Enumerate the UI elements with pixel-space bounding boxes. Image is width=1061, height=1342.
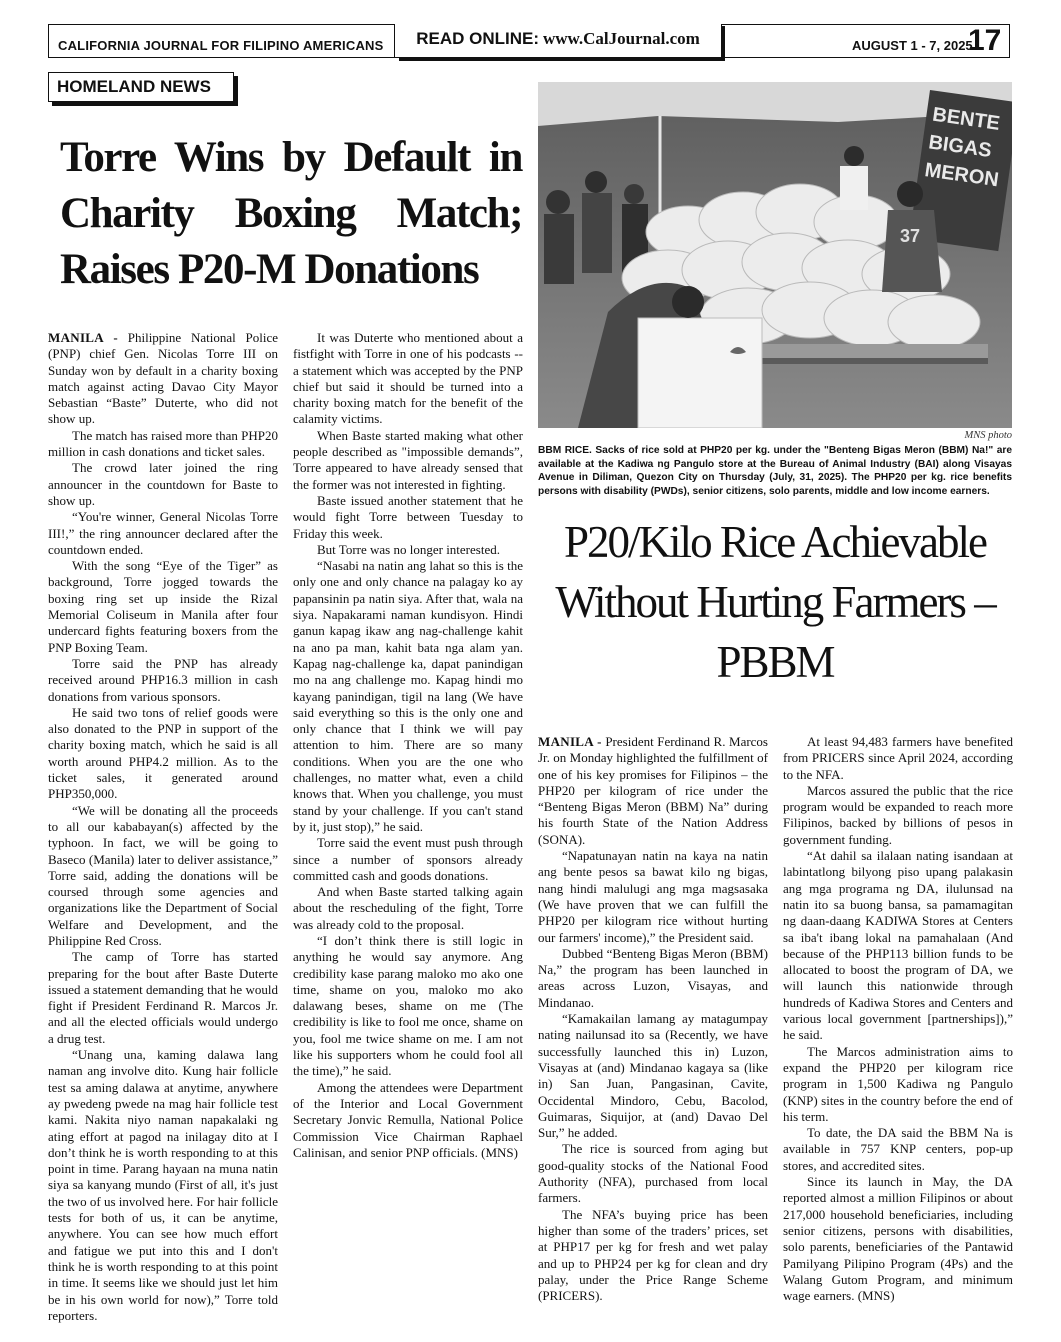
banner-line-1: BENTE: [931, 103, 1002, 135]
article1-column-2: [293, 330, 523, 1326]
article1-headline: Torre Wins by Default in Charity Boxing Match; Raises P20-M Donations: [60, 134, 522, 293]
article1-paragraph: “Unang una, kaming dalawa lang naman ang involve dito. Kung hair follicle test sa aming dalawa at anytime, anywhere ay pwedeng pwede na mag hair follicle test kami. Nakita niyo naman napakalaki ng ating effort at pagod na inilagay dito at I don’t think he is worth responding to at this point in time. Parang hayaan na muna natin siya sa kanyang mundo (First of all, it's just the two of us involved here. For hair follicle tests for both of us, it can be anytime, anywhere. You can see how much effort and fatigue we put into this and I don't think he is worth responding to at this point in time. It seems like we should just let him be in his own world for now),” Torre told reporters.: [48, 1047, 278, 1323]
article1-paragraph: But Torre was no longer interested.: [317, 541, 500, 557]
read-online-label: READ ONLINE:: [416, 29, 539, 48]
photo-credit: MNS photo: [964, 430, 1012, 441]
article1-paragraph: And when Baste started talking again about the rescheduling of the fight, Torre was already cold to the proposal.: [293, 884, 523, 932]
article1-paragraph: Among the attendees were Department of the Interior and Local Government Secretary Jonvic Remulla, National Police Commission Vice Chairman Raphael Calinisan, and senior PNP officials. (MNS): [293, 1079, 523, 1160]
article1-paragraph: “You're winner, General Nicolas Torre III!,” the ring announcer declared after the countdown ended.: [48, 509, 278, 557]
section-tag: HOMELAND NEWS: [48, 72, 234, 102]
photo-caption: BBM RICE. Sacks of rice sold at PHP20 per kg. under the "Benteng Bigas Meron (BBM) Na!" are available at the Kadiwa ng Pangulo store at the Bureau of Animal Industry (BAI) along Visayas Avenue in Diliman, Quezon City on Thursday (July, 31, 2025). The PHP20 per kg. rice benefits persons with disability (PWDs), senior citizens, solo parents, middle and low income earners.: [538, 445, 1012, 497]
rice-photo: [538, 82, 1012, 428]
article2-paragraph: The Marcos administration aims to expand the PHP20 per kilogram rice program in 1,500 Kadiwa ng Pangulo (KNP) sites in the country before the end of his term.: [783, 1043, 1013, 1124]
article2-paragraph: “Kamakailan lamang ay matagumpay nating nailunsad ito sa (Recently, we have successfully launched this in) Luzon, Visayas at (and) Mindanao kagaya sa (like in) San Juan, Pangasinan, Cavite, Occidental Mindoro, Cebu, Bacolod, Guimaras, Siquijor, at (and) Davao Del Sur,” he added.: [538, 1011, 768, 1141]
article1-paragraph: Baste issued another statement that he would fight Torre between Tuesday to Friday this week.: [293, 492, 523, 541]
article2-headline: P20/Kilo Rice Achievable Without Hurting Farmers – PBBM: [555, 517, 995, 687]
article1-column-1: [48, 330, 278, 1326]
page-number: 17: [968, 24, 1002, 57]
article1-paragraph: When Baste started making what other people described as "impossible demands”, Torre appeared to have already sensed that the former was not interested in fighting.: [293, 427, 523, 492]
article1-paragraph: Torre said the event must push through since a number of sponsors already committed cash and goods donations.: [293, 835, 523, 883]
article2-column-1: [538, 734, 768, 1328]
article1-paragraph: “We will be donating all the proceeds to all our kababayan(s) affected by the typhoon. In fact, we will be going to Baseco (Manila) later to deliver assistance,” Torre said, adding the donations will be coursed through some agencies and organizations like the Department of Social Welfare and Development, and the Philippine Red Cross.: [48, 802, 278, 948]
read-online-box: [394, 24, 722, 58]
article2-column-2: [783, 734, 1013, 1328]
banner-line-2: BIGAS: [927, 131, 993, 163]
article2-paragraph: “At dahil sa ilalaan nating isandaan at labintatlong bilyong piso upang palakasin ang mga programa ng DA, ilulunsad na natin ito sa buong bansa, sa pamamagitan ng daan-daang KADIWA Stores at Centers sa iba't ibang lokal na pamahalaan (And because of the PHP113 billion funds to be allocated to boost the program of DA, we will launch this nationwide through hundreds of Kadiwa Stores and Centers and various local government [partnerships]),” he said.: [783, 848, 1013, 1043]
article2-paragraph: The NFA’s buying price has been higher than some of the traders’ prices, set at PHP17 per kg for fresh and wet palay and up to PHP24 per kg for clean and dry palay, under the Price Range Scheme (PRICERS).: [538, 1206, 768, 1304]
article1-paragraph: Torre said the PNP has already received around PHP16.3 million in cash donations from various sponsors.: [48, 655, 278, 704]
shirt-number: 37: [900, 226, 921, 246]
publication-name: CALIFORNIA JOURNAL FOR FILIPINO AMERICANS: [58, 38, 384, 53]
article2-paragraph: MANILA - President Ferdinand R. Marcos Jr. on Monday highlighted the fulfillment of one of his key promises for Filipinos – the PHP20 per kilogram of rice under the “Benteng Bigas Meron (BBM) Na” during his fourth State of the Nation Address (SONA).: [538, 734, 768, 847]
read-online-url[interactable]: www.CalJournal.com: [543, 29, 700, 48]
article2-dateline: MANILA -: [538, 734, 602, 749]
article1-paragraph: He said two tons of relief goods were also donated to the PNP in support of the charity boxing match, which he said is all worth around PHP4.2 million. As to the ticket sales, it generated around PHP350,000.: [48, 704, 278, 802]
article1-paragraph: The camp of Torre has started preparing for the bout after Baste Duterte issued a statement demanding that he would fight if President Ferdinand R. Marcos Jr. and all the elected officials would undergo a drug test.: [48, 949, 278, 1046]
banner-line-3: MERON: [923, 159, 1001, 192]
article1-dateline: MANILA -: [48, 330, 118, 345]
article2-paragraph: Since its launch in May, the DA reported almost a million Filipinos or about 217,000 household beneficiaries, including senior citizens, persons with disabilities, solo parents, beneficiaries of the Pantawid Pamilyang Pilipino Program (4Ps) and the Walang Gutom Program, and minimum wage earners. (MNS): [783, 1174, 1013, 1304]
issue-date: AUGUST 1 - 7, 2025: [852, 38, 973, 53]
article1-paragraph: “I don’t think there is still logic in anything he would say anymore. Ang credibility kase parang maloko mo ako one time, shame on you, maloko mo ako dalawang beses, shame on me (The credibility is like to fool me once, shame on you, fool me twice shame on me. I am not like his supporters whom he could fool all the time),” he said.: [293, 932, 523, 1079]
article1-paragraph: The match has raised more than PHP20 million in cash donations and ticket sales.: [48, 427, 278, 460]
article1-paragraph: With the song “Eye of the Tiger” as background, Torre jogged towards the boxing ring set up inside the Rizal Memorial Coliseum in Manila after four undercard fights featuring boxers from the PNP Boxing Team.: [48, 558, 278, 655]
article2-paragraph: The rice is sourced from aging but good-quality stocks of the National Food Authority (NFA), purchased from local farmers.: [538, 1141, 768, 1206]
article1-paragraph: It was Duterte who mentioned about a fistfight with Torre in one of his podcasts -- a statement which was accepted by the PNP chief but said it should be turned into a charity boxing match for the benefit of the calamity victims.: [293, 330, 523, 427]
article1-paragraph: The crowd later joined the ring announcer in the countdown for Baste to show up.: [48, 460, 278, 508]
article1-paragraph: MANILA - Philippine National Police (PNP) chief Gen. Nicolas Torre III on Sunday won by default in a charity boxing match against acting Davao City Mayor Sebastian “Baste” Duterte, who did not show up.: [48, 330, 278, 427]
article1-paragraph: “Nasabi na natin ang lahat so this is the only one and only chance na palagay ko ay papansinin pa natin siya. After that, wala na siya. Napakarami naman kundisyon. Hindi ganun kapag ikaw ang nag-challenge kahit na ano pa man, kahit bata nga alam yan. Kapag nag-challenge ka, dapat panindigan mo na ang challenge mo. Kapag hindi mo kayang panindigan, tigil na lang (We have said everything so this is the only one and only chance that I think we will pay attention to him. There are so many conditions. When you are the one who challenges, no matter what, even a child knows that. When you challenge, you must stand by your challenge. If you can't stand by it, just stop),” he said.: [293, 558, 523, 834]
article2-paragraph: Marcos assured the public that the rice program would be expanded to reach more Filipinos, backed by billions of pesos in government funding.: [783, 782, 1013, 847]
article2-paragraph: “Napatunayan natin na kaya na natin ang bente pesos sa bawat kilo ng bigas, nang hindi malulugi ang mga magsasaka (We have proven that we can fulfill the PHP20 per kilogram rice without hurting our farmers' income),” the President said.: [538, 848, 768, 945]
article2-paragraph: To date, the DA said the BBM Na is available in 757 KNP centers, pop-up stores, and accredited sites.: [783, 1125, 1013, 1173]
article2-paragraph: Dubbed “Benteng Bigas Meron (BBM) Na,” the program has been launched in areas across Luzon, Visayas, and Mindanao.: [538, 945, 768, 1010]
article2-paragraph: At least 94,483 farmers have benefited from PRICERS since April 2024, according to the NFA.: [783, 734, 1013, 782]
